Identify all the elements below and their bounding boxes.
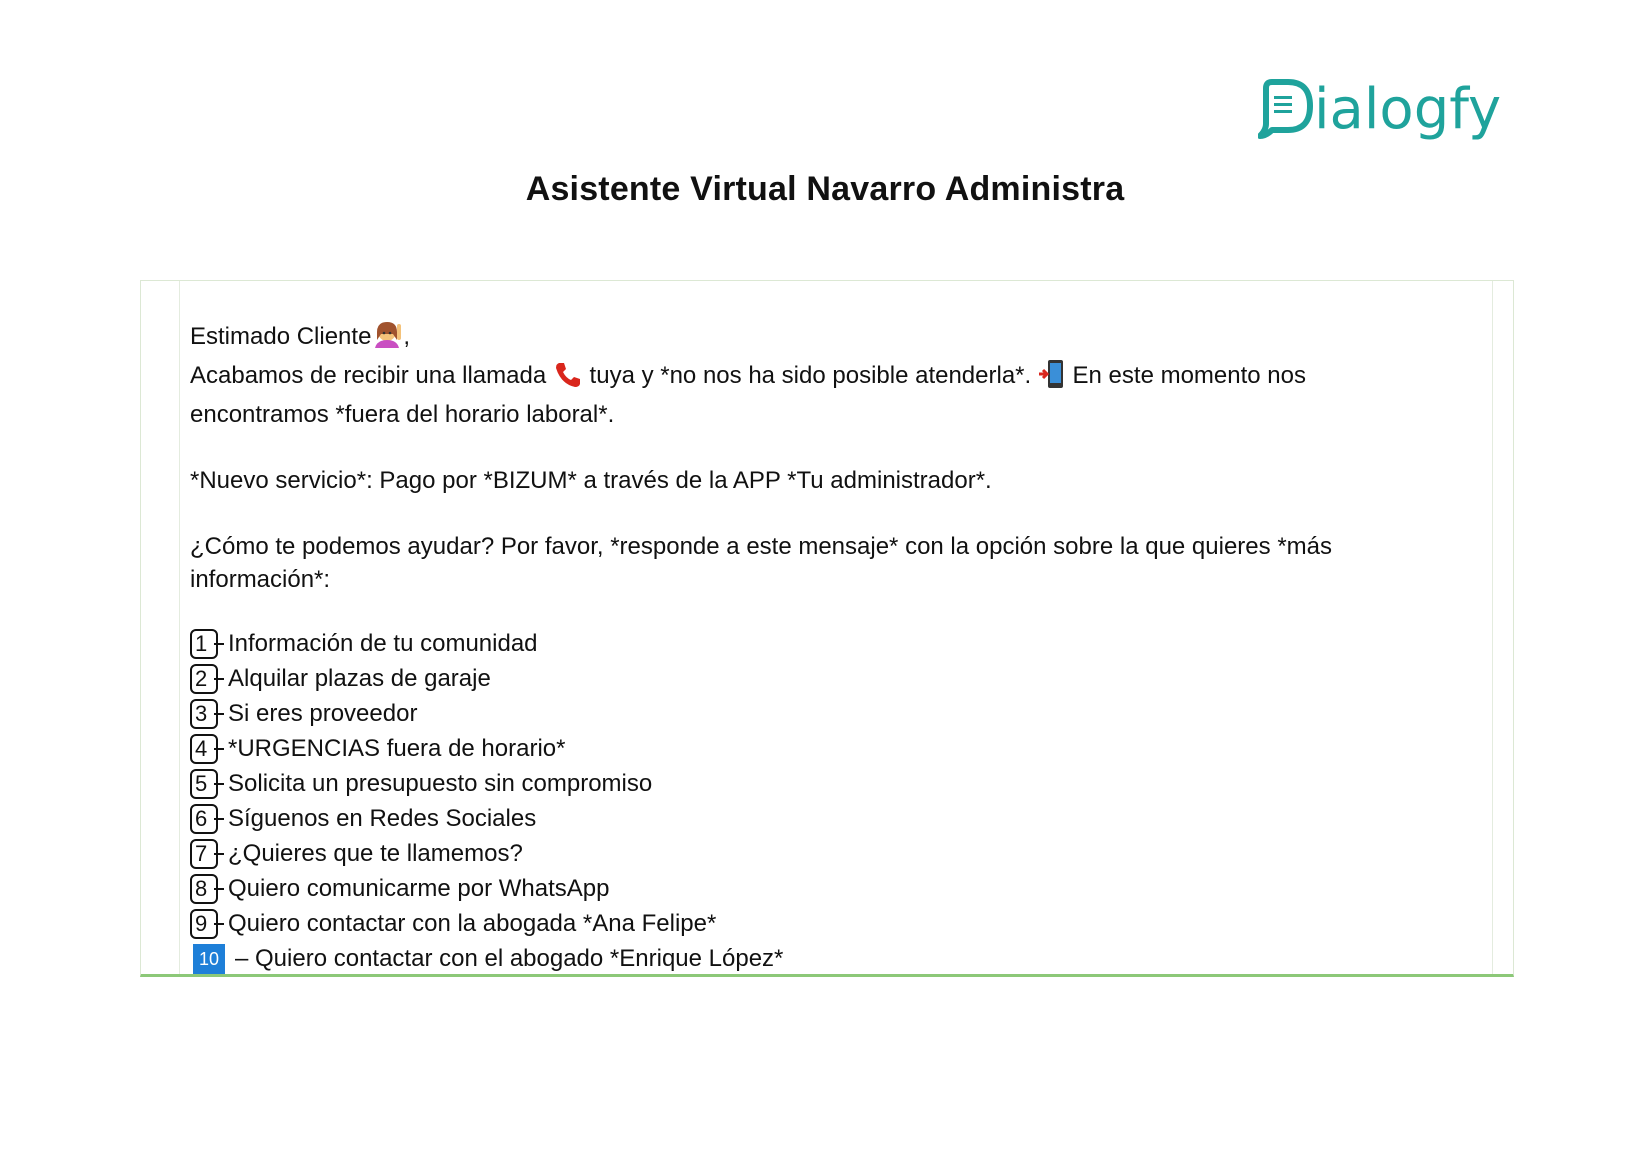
- box-inner-left-line: [179, 281, 180, 974]
- call-line: [190, 359, 1390, 398]
- option-label: Solicita un presupuesto sin compromiso: [228, 770, 653, 797]
- call-text-c: En este momento nos: [1072, 362, 1306, 389]
- greeting-text: Estimado Cliente: [190, 323, 372, 350]
- message-content: [190, 318, 1390, 976]
- keycap-ten-icon: 10: [193, 944, 225, 974]
- mobile-phone-arrow-icon: [1038, 359, 1066, 398]
- option-item: [190, 836, 1390, 871]
- option-number-icon: 6: [190, 804, 218, 834]
- option-number-icon: 2: [190, 664, 218, 694]
- option-item: [190, 731, 1390, 766]
- greeting-line: [190, 318, 1390, 359]
- option-item: [190, 696, 1390, 731]
- logo-text: ialogfy: [1314, 77, 1502, 142]
- option-item: [190, 626, 1390, 661]
- option-label: Si eres proveedor: [228, 700, 418, 727]
- service-line: *Nuevo servicio*: Pago por *BIZUM* a través de la APP *Tu administrador*.: [190, 467, 992, 494]
- option-label: ¿Quieres que te llamemos?: [228, 840, 523, 867]
- telephone-receiver-icon: [553, 359, 583, 398]
- option-item: [190, 766, 1390, 801]
- option-number-icon: 9: [190, 909, 218, 939]
- option-item: [190, 661, 1390, 696]
- option-label: *URGENCIAS fuera de horario*: [228, 735, 566, 762]
- option-number-icon: 1: [190, 629, 218, 659]
- option-number-icon: 3: [190, 699, 218, 729]
- option-item: [190, 906, 1390, 941]
- option-label: Síguenos en Redes Sociales: [228, 805, 537, 832]
- option-item: [190, 801, 1390, 836]
- call-text-b: tuya y *no nos ha sido posible atenderla*.: [589, 362, 1032, 389]
- option-item-10: [190, 941, 1390, 976]
- page-title: Asistente Virtual Navarro Administra: [525, 170, 1125, 208]
- question-line-2: información*:: [190, 566, 331, 593]
- option-label: Quiero contactar con la abogada *Ana Felipe*: [228, 910, 717, 937]
- option-item: [190, 871, 1390, 906]
- dialogfy-logo: [1258, 66, 1508, 146]
- person-raising-hand-icon: [371, 318, 403, 359]
- option-label: Quiero comunicarme por WhatsApp: [228, 875, 610, 902]
- question-line-1: ¿Cómo te podemos ayudar? Por favor, *responde a este mensaje* con la opción sobre la que quieres *más: [190, 533, 1332, 560]
- box-inner-right-line: [1492, 281, 1493, 974]
- option-label: Información de tu comunidad: [228, 630, 538, 657]
- hours-line: encontramos *fuera del horario laboral*.: [190, 401, 615, 428]
- option-number-icon: 8: [190, 874, 218, 904]
- greeting-suffix: ,: [403, 323, 411, 350]
- option-number-icon: 4: [190, 734, 218, 764]
- option-number-icon: 7: [190, 839, 218, 869]
- options-list: [190, 626, 1390, 976]
- call-text-a: Acabamos de recibir una llamada: [190, 362, 547, 389]
- option-number-icon: 5: [190, 769, 218, 799]
- option-label: – Quiero contactar con el abogado *Enrique López*: [235, 945, 784, 972]
- option-label: Alquilar plazas de garaje: [228, 665, 491, 692]
